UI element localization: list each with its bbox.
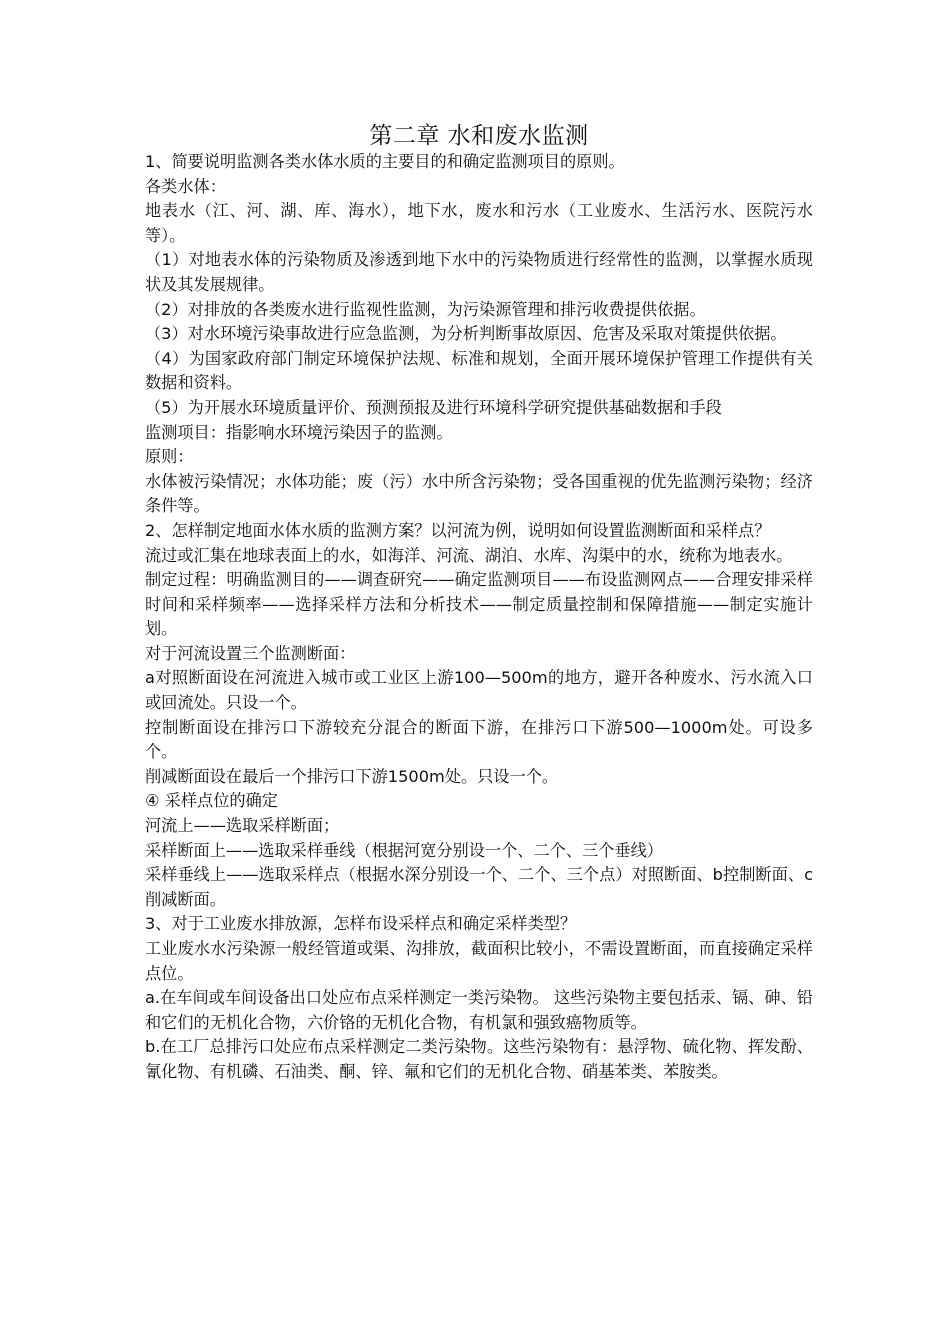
paragraph: 工业废水水污染源一般经管道或渠、沟排放，截面积比较小，不需设置断面，而直接确定采样点位。 <box>145 939 813 983</box>
paragraph: a对照断面设在河流进入城市或工业区上游100—500m的地方，避开各种废水、污水流入口或回流处。只设一个。 <box>145 668 813 713</box>
paragraph: a.在车间或车间设备出口处应布点采样测定一类污染物。 这些污染物主要包括汞、镉、砷、铅和它们的无机化合物，六价铬的无机化合物，有机氯和强致癌物质等。 <box>145 988 813 1032</box>
paragraph: 地表水（江、河、湖、库、海水），地下水，废水和污水（工业废水、生活污水、医院污水等）。 <box>145 201 813 245</box>
paragraph: 控制断面设在排污口下游较充分混合的断面下游，在排污口下游500—1000m处。可设多个。 <box>145 717 813 762</box>
paragraph: 水体被污染情况；水体功能；废（污）水中所含污染物；受各国重视的优先监测污染物；经济条件等。 <box>145 471 813 516</box>
paragraph: 采样断面上——选取采样垂线（根据河宽分别设一个、二个、三个垂线） <box>145 840 663 860</box>
paragraph: （4）为国家政府部门制定环境保护法规、标准和规划，全面开展环境保护管理工作提供有关数据和资料。 <box>145 348 813 393</box>
paragraph: （1）对地表水体的污染物质及渗透到地下水中的污染物质进行经常性的监测，以掌握水质现状及其发展规律。 <box>145 250 813 294</box>
document-page <box>145 122 813 1085</box>
paragraph: 监测项目：指影响水环境污染因子的监测。 <box>145 422 453 442</box>
paragraph: （2）对排放的各类废水进行监视性监测，为污染源管理和排污收费提供依据。 <box>145 299 706 319</box>
paragraph: 原则： <box>145 447 194 467</box>
paragraph: 削减断面设在最后一个排污口下游1500m处。只设一个。 <box>145 766 559 786</box>
paragraph: 3、对于工业废水排放源，怎样布设采样点和确定采样类型？ <box>145 914 577 934</box>
paragraph: b.在工厂总排污口处应布点采样测定二类污染物。这些污染物有：悬浮物、硫化物、挥发酚、氰化物、有机磷、石油类、酮、锌、氟和它们的无机化合物、硝基苯类、苯胺类。 <box>145 1037 813 1081</box>
paragraph: 制定过程：明确监测目的——调查研究——确定监测项目——布设监测网点——合理安排采样时间和采样频率——选择采样方法和分析技术——制定质量控制和保障措施——制定实施计划。 <box>145 570 813 639</box>
paragraph: （5）为开展水环境质量评价、预测预报及进行环境科学研究提供基础数据和手段 <box>145 397 722 417</box>
paragraph: 1、简要说明监测各类水体水质的主要目的和确定监测项目的原则。 <box>145 152 625 171</box>
paragraph: （3）对水环境污染事故进行应急监测，为分析判断事故原因、危害及采取对策提供依据。 <box>145 324 787 344</box>
paragraph: 采样垂线上——选取采样点（根据水深分别设一个、二个、三个点）对照断面、b控制断面、c削减断面。 <box>145 865 813 909</box>
paragraph: 对于河流设置三个监测断面： <box>145 643 356 663</box>
paragraph: 各类水体： <box>145 176 226 196</box>
paragraph: 河流上——选取采样断面； <box>145 816 340 836</box>
page-title: 第二章 水和废水监测 <box>369 123 589 149</box>
paragraph: 2、怎样制定地面水体水质的监测方案？以河流为例，说明如何设置监测断面和采样点？ <box>145 520 771 540</box>
paragraph: 流过或汇集在地球表面上的水，如海洋、河流、湖泊、水库、沟渠中的水，统称为地表水。 <box>145 545 793 565</box>
paragraph: ④ 采样点位的确定 <box>145 791 278 811</box>
